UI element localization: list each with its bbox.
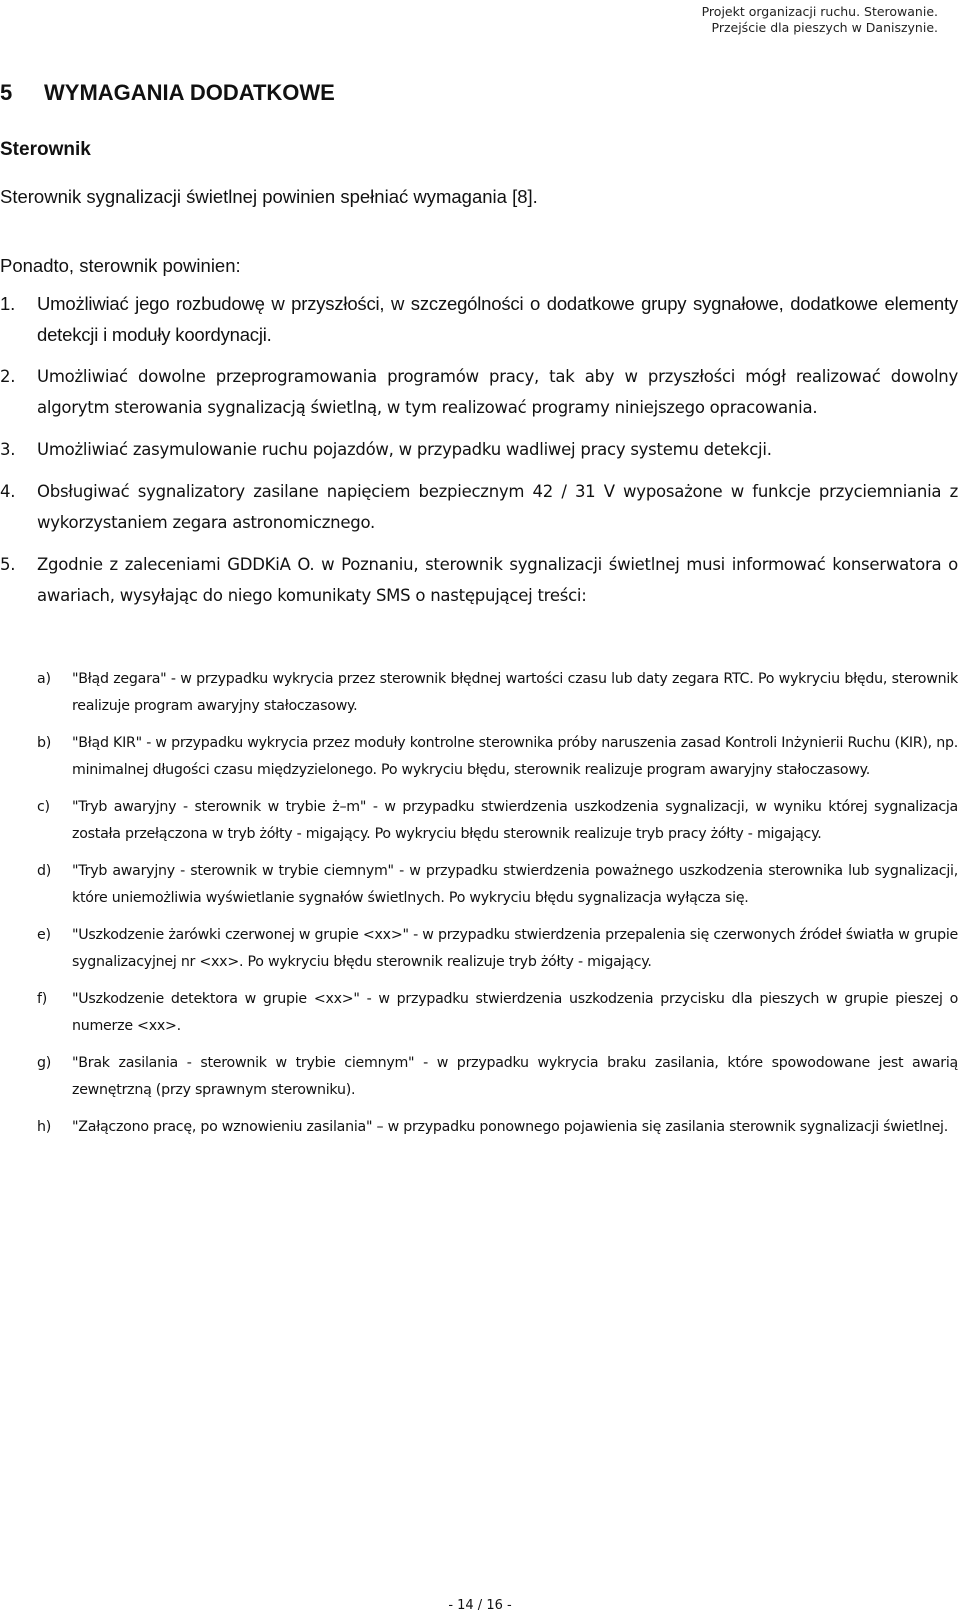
subheading-sterownik: Sterownik (0, 139, 91, 160)
list-item (0, 1114, 958, 1141)
list-item-text: "Uszkodzenie żarówki czerwonej w grupie <xx>" - w przypadku stwierdzenia przepalenia się czerwonych źródeł światła w grupie sygnalizacyjnej nr <xx>. Po wykryciu błędu sterownik realizuje tryb żółty - migający. (72, 927, 958, 970)
list-item-number: 3. (0, 440, 16, 459)
list-item-letter: e) (37, 927, 51, 943)
list-item-letter: c) (37, 799, 50, 815)
list-item (0, 434, 958, 465)
list-item (0, 794, 958, 848)
list-item-letter: h) (37, 1119, 52, 1135)
list-item-text: "Błąd KIR" - w przypadku wykrycia przez moduły kontrolne sterownika próby naruszenia zasad Kontroli Inżynierii Ruchu (KIR), np. minimalnej długości czasu międzyzielonego. Po wykryciu błędu, sterownik realizuje program awaryjny stałoczasowy. (72, 735, 958, 778)
list-item (0, 986, 958, 1040)
section-title-text: WYMAGANIA DODATKOWE (44, 80, 335, 105)
header-location: Przejście dla pieszych w Daniszynie. (711, 20, 938, 35)
list-item-text: Umożliwiać zasymulowanie ruchu pojazdów, w przypadku wadliwej pracy systemu detekcji. (37, 440, 772, 459)
page-number: - 14 / 16 - (448, 1598, 512, 1613)
list-item-text: Obsługiwać sygnalizatory zasilane napięciem bezpiecznym 42 / 31 V wyposażone w funkcje przyciemniania z wykorzystaniem zegara astronomicznego. (37, 482, 958, 532)
list-item-text: "Tryb awaryjny - sterownik w trybie ciemnym" - w przypadku stwierdzenia poważnego uszkodzenia sterownika lub sygnalizacji, które uniemożliwia wyświetlanie sygnałów świetlnych. Po wykryciu błędu sygnalizacja wyłącza się. (72, 863, 958, 906)
list-item-text: Umożliwiać jego rozbudowę w przyszłości, w szczególności o dodatkowe grupy sygnałowe, dodatkowe elementy detekcji i moduły koordynacji. (37, 293, 958, 345)
list-item-text: Umożliwiać dowolne przeprogramowania programów pracy, tak aby w przyszłości mógł realizować dowolny algorytm sterowania sygnalizacją świetlną, w tym realizować programy niniejszego opracowania. (37, 367, 958, 417)
intro-paragraph: Sterownik sygnalizacji świetlnej powinien spełniać wymagania [8]. (0, 186, 538, 207)
list-item-letter: d) (37, 863, 52, 879)
list-item-letter: f) (37, 991, 48, 1007)
sms-message-list (0, 666, 958, 1151)
list-item (0, 666, 958, 720)
list-item-number: 2. (0, 367, 16, 386)
list-item-number: 5. (0, 555, 16, 574)
list-item-letter: b) (37, 735, 52, 751)
list-item (0, 1050, 958, 1104)
list-item-text: "Uszkodzenie detektora w grupie <xx>" - w przypadku stwierdzenia uszkodzenia przycisku dla pieszych w grupie pieszej o numerze <xx>. (72, 991, 958, 1034)
list-item-text: Zgodnie z zaleceniami GDDKiA O. w Poznaniu, sterownik sygnalizacji świetlnej musi informować konserwatora o awariach, wysyłając do niego komunikaty SMS o następującej treści: (37, 555, 958, 605)
list-item (0, 858, 958, 912)
list-item (0, 922, 958, 976)
page-header (702, 4, 938, 36)
list-item (0, 476, 958, 538)
list-item-number: 4. (0, 482, 16, 501)
section-number: 5 (0, 80, 13, 105)
list-item-letter: a) (37, 671, 51, 687)
list-item (0, 361, 958, 423)
header-project-title: Projekt organizacji ruchu. Sterowanie. (701, 4, 938, 19)
list-item-number: 1. (0, 293, 16, 314)
list-item (0, 549, 958, 611)
section-title (0, 80, 335, 106)
list-item-text: "Załączono pracę, po wznowieniu zasilania" – w przypadku ponownego pojawienia się zasilania sterownik sygnalizacji świetlnej. (72, 1119, 949, 1135)
lead-paragraph: Ponadto, sterownik powinien: (0, 255, 241, 276)
list-item-text: "Brak zasilania - sterownik w trybie ciemnym" - w przypadku wykrycia braku zasilania, które spowodowane jest awarią zewnętrzną (przy sprawnym sterowniku). (72, 1055, 958, 1098)
list-item-letter: g) (37, 1055, 52, 1071)
list-item-text: "Tryb awaryjny - sterownik w trybie ż–m" - w przypadku stwierdzenia uszkodzenia sygnalizacji, w wyniku której sygnalizacja została przełączona w tryb żółty - migający. Po wykryciu błędu sterownik realizuje tryb pracy żółty - migający. (72, 799, 958, 842)
numbered-list (0, 288, 958, 622)
list-item (0, 288, 958, 350)
list-item (0, 730, 958, 784)
list-item-text: "Błąd zegara" - w przypadku wykrycia przez sterownik błędnej wartości czasu lub daty zegara RTC. Po wykryciu błędu, sterownik realizuje program awaryjny stałoczasowy. (72, 671, 958, 714)
